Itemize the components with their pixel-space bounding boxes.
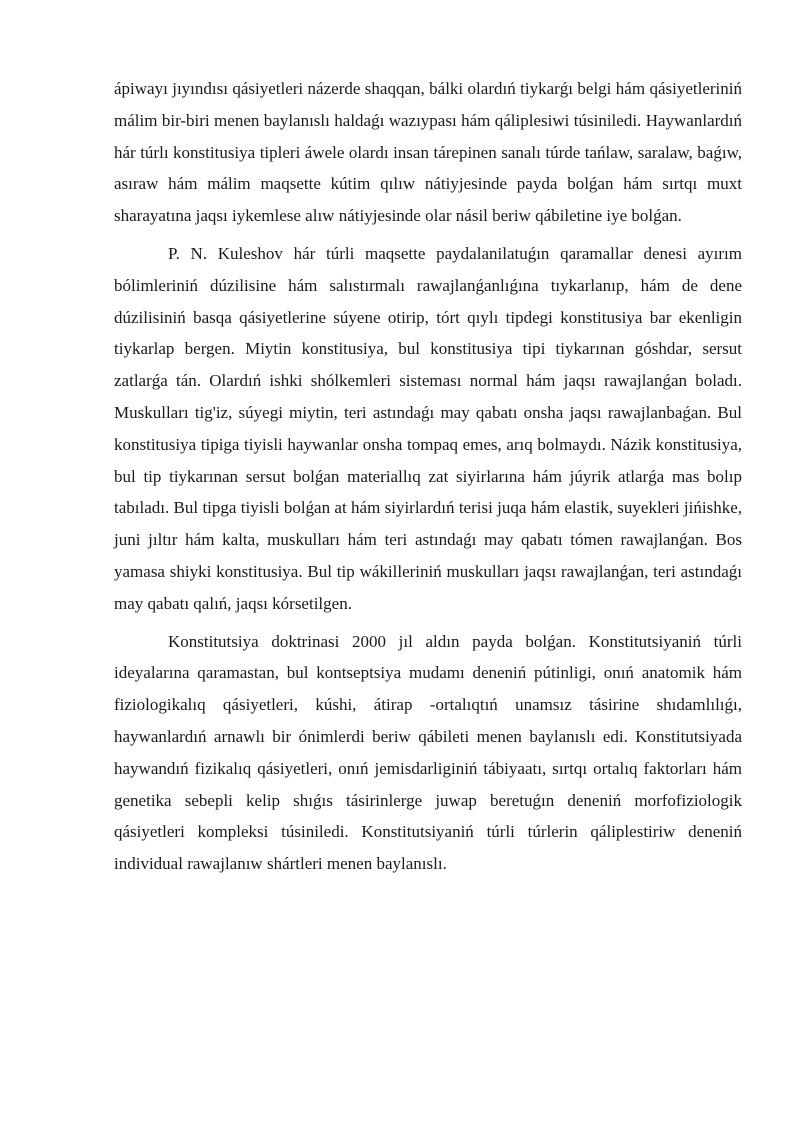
paragraph-constitution-definition: ápiwayı jıyındısı qásiyetleri názerde shaqqan, bálki olardıń tiykarǵı belgi hám qásiyetleriniń málim bir-biri menen baylanıslı haldaǵı wazıypası hám qáliplesiwi túsiniledi. Haywanlardıń hár túrlı konstitusiya tipleri áwele olardı insan tárepinen sanalı túrde tańlaw, saralaw, baǵıw, asıraw hám málim maqsette kútim qılıw nátiyjesinde payda bolǵan hám sırtqı muxt sharayatına jaqsı iykemlese alıw nátiyjesinde olar násil beriw qábiletine iye bolǵan. bbox=[114, 79, 742, 226]
paragraph-constitution-doctrine: Konstitutsiya doktrinasi 2000 jıl aldın payda bolǵan. Konstitutsiyaniń túrli ideyalarına qaramastan, bul kontseptsiya mudamı deneniń pútinligi, onıń anatomik hám fiziologikalıq qásiyetleri, kúshi, átirap -ortalıqtıń unamsız tásirine shıdamlılıǵı, haywanlardıń arnawlı bir ónimlerdi beriw qábileti menen baylanıslı edi. Konstitutsiyada haywandıń fizikalıq qásiyetleri, onıń jemisdarliginiń tábiyaatı, sırtqı ortalıq faktorları hám genetika sebepli kelip shıǵıs tásirinlerge juwap beretuǵın deneniń morfofiziologik qásiyetleri kompleksi túsiniledi. Konstitutsiyaniń túrli túrlerin qáliplestiriw deneniń individual rawajlanıw shártleri menen baylanıslı. bbox=[114, 631, 742, 874]
paragraph-kuleshov-types: P. N. Kuleshov hár túrli maqsette paydalanilatuǵın qaramallar denesi ayırım bólimleriniń dúzilisine hám salıstırmalı rawajlanǵanlıǵına tıykarlanıp, hám de dene dúzilisiniń basqa qásiyetlerine súyene otirip, tórt qıylı tipdegi konstitusiya bar ekenligin tiykarlap bergen. Miytin konstitusiya, bul konstitusiya tipi tiykarınan góshdar, sersut zatlarǵa tán. Olardıń ishki shólkemleri sisteması normal hám jaqsı rawajlanǵan boladı. Muskulları tig'iz, súyegi miytin, teri astındaǵı may qabatı onsha jaqsı rawajlanbaǵan. Bul konstitusiya tipiga tiyisli haywanlar onsha tompaq emes, arıq bolmaydı. Názik konstitusiya, bul tip tiykarınan sersut bolǵan materiallıq zat siyirlarına hám júyrik atlarǵa mas bolıp tabıladı. Bul tipga tiyisli bolǵan at hám siyirlardıń terisi juqa hám elastik, suyekleri jińishke, juni jıltır hám kalta, muskulları hám teri astındaǵı may qabatı tómen rawajlanǵan. Bos yamasa shiyki konstitusiya. Bul tip wákilleriniń muskulları jaqsı rawajlanǵan, teri astındaǵı may qabatı qalıń, jaqsı kórsetilgen. bbox=[114, 243, 742, 613]
document-page bbox=[114, 73, 742, 886]
